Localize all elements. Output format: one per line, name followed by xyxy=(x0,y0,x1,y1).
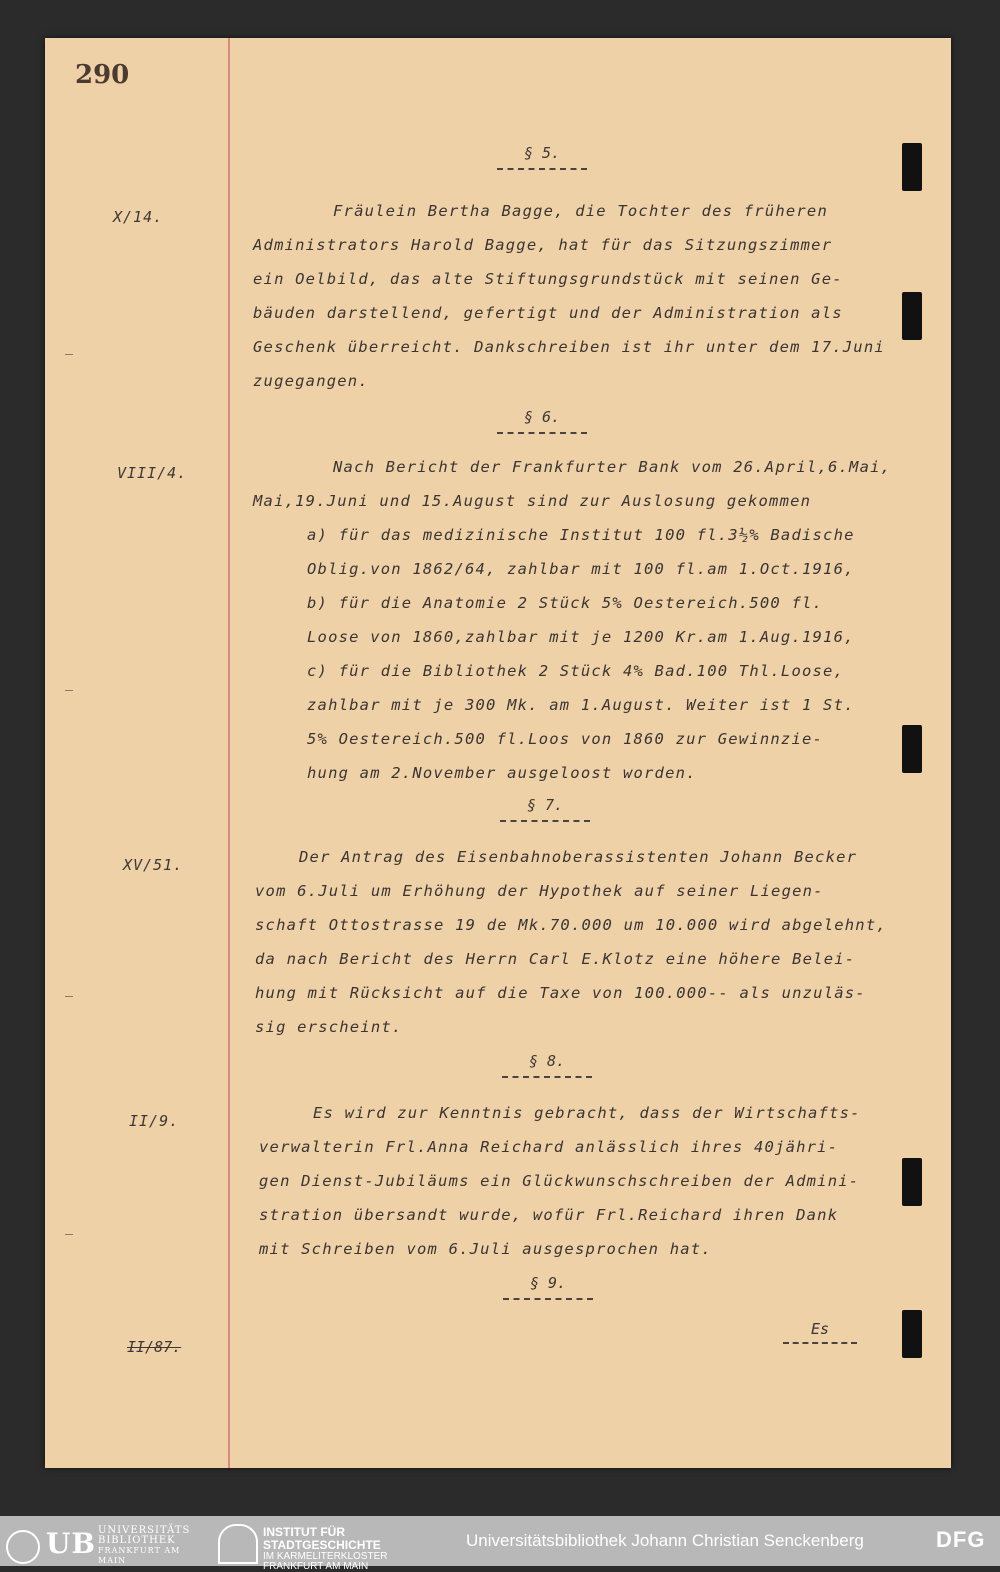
text-line: gen Dienst-Jubiläums ein Glückwunschschreiben der Admini- xyxy=(259,1172,860,1190)
margin-reference: XV/51. xyxy=(123,856,184,874)
section-heading: § 7. xyxy=(485,796,605,822)
margin-reference: VIII/4. xyxy=(117,464,188,482)
paragraph xyxy=(253,194,903,398)
text-line: Mai,19.Juni und 15.August sind zur Auslosung gekommen xyxy=(253,492,812,510)
document-page xyxy=(45,38,951,1468)
ub-portrait-icon xyxy=(6,1530,40,1564)
ub-line: BIBLIOTHEK xyxy=(98,1535,176,1546)
isg-line: INSTITUT FÜR xyxy=(263,1525,345,1539)
list-item: c) für die Bibliothek 2 Stück 4% Bad.100 Thl.Loose, xyxy=(307,662,845,680)
index-tab xyxy=(902,725,922,773)
list-item: hung am 2.November ausgeloost worden. xyxy=(307,764,697,782)
text-line: vom 6.Juli um Erhöhung der Hypothek auf seiner Liegen- xyxy=(255,882,824,900)
lottery-list xyxy=(307,518,907,790)
margin-rule xyxy=(228,38,230,1468)
text-line: hung mit Rücksicht auf die Taxe von 100.000-- als unzuläs- xyxy=(255,984,866,1002)
text-line: Es wird zur Kenntnis gebracht, dass der Wirtschafts- xyxy=(313,1104,861,1122)
section-heading: § 8. xyxy=(487,1052,607,1078)
struck-margin-reference: II/87. xyxy=(127,1338,182,1356)
text-line: bäuden darstellend, gefertigt und der Administration als xyxy=(253,304,843,322)
isg-line: IM KARMELITERKLOSTER xyxy=(263,1551,388,1562)
margin-tick xyxy=(65,354,73,355)
isg-arch-icon xyxy=(218,1524,258,1564)
text-line: verwalterin Frl.Anna Reichard anlässlich ihres 40jähri- xyxy=(259,1138,839,1156)
margin-tick xyxy=(65,996,73,997)
text-line: da nach Bericht des Herrn Carl E.Klotz eine höhere Belei- xyxy=(255,950,856,968)
text-line: ein Oelbild, das alte Stiftungsgrundstück mit seinen Ge- xyxy=(253,270,843,288)
dfg-logo: DFG xyxy=(936,1527,986,1552)
text-line: Administrators Harold Bagge, hat für das Sitzungszimmer xyxy=(253,236,833,254)
text-line: Nach Bericht der Frankfurter Bank vom 26.April,6.Mai, xyxy=(333,458,892,476)
ub-logo: UB xyxy=(46,1527,97,1560)
ub-logo-text xyxy=(98,1526,210,1566)
ub-line: UNIVERSITÄTS xyxy=(98,1525,191,1536)
isg-line: FRANKFURT AM MAIN xyxy=(263,1561,369,1572)
section-heading: § 5. xyxy=(482,144,602,170)
text-line: mit Schreiben vom 6.Juli ausgesprochen hat. xyxy=(259,1240,712,1258)
paragraph xyxy=(255,840,905,1044)
isg-logo-text xyxy=(263,1526,413,1572)
list-item: b) für die Anatomie 2 Stück 5% Oestereich.500 fl. xyxy=(307,594,824,612)
footer-title[interactable]: Universitätsbibliothek Johann Christian Senckenberg xyxy=(466,1531,864,1550)
catchword: Es xyxy=(780,1320,860,1344)
index-tab xyxy=(902,292,922,340)
index-tab xyxy=(902,1158,922,1206)
list-item: Oblig.von 1862/64, zahlbar mit 100 fl.am 1.Oct.1916, xyxy=(307,560,855,578)
text-line: sig erscheint. xyxy=(255,1018,403,1036)
margin-reference: II/9. xyxy=(129,1112,180,1130)
text-line: Geschenk überreicht. Dankschreiben ist ihr unter dem 17.Juni xyxy=(253,338,885,356)
section-heading: § 6. xyxy=(482,408,602,434)
isg-line: STADTGESCHICHTE xyxy=(263,1538,381,1552)
paragraph xyxy=(253,450,903,518)
text-line: schaft Ottostrasse 19 de Mk.70.000 um 10.000 wird abgelehnt, xyxy=(255,916,887,934)
list-item: Loose von 1860,zahlbar mit je 1200 Kr.am 1.Aug.1916, xyxy=(307,628,855,646)
list-item: 5% Oestereich.500 fl.Loos von 1860 zur Gewinnzie- xyxy=(307,730,824,748)
ub-line: FRANKFURT AM MAIN xyxy=(98,1546,181,1565)
margin-reference: X/14. xyxy=(113,208,164,226)
footer-bar xyxy=(0,1516,1000,1572)
margin-tick xyxy=(65,1234,73,1235)
index-tab xyxy=(902,1310,922,1358)
text-line: stration übersandt wurde, wofür Frl.Reichard ihren Dank xyxy=(259,1206,839,1224)
text-line: Der Antrag des Eisenbahnoberassistenten Johann Becker xyxy=(299,848,858,866)
text-line: Fräulein Bertha Bagge, die Tochter des früheren xyxy=(333,202,828,220)
margin-tick xyxy=(65,690,73,691)
text-line: zugegangen. xyxy=(253,372,369,390)
list-item: zahlbar mit je 300 Mk. am 1.August. Weiter ist 1 St. xyxy=(307,696,855,714)
section-heading: § 9. xyxy=(488,1274,608,1300)
page-number: 290 xyxy=(75,60,130,90)
index-tab xyxy=(902,143,922,191)
list-item: a) für das medizinische Institut 100 fl.3½% Badische xyxy=(307,526,855,544)
paragraph xyxy=(259,1096,909,1266)
